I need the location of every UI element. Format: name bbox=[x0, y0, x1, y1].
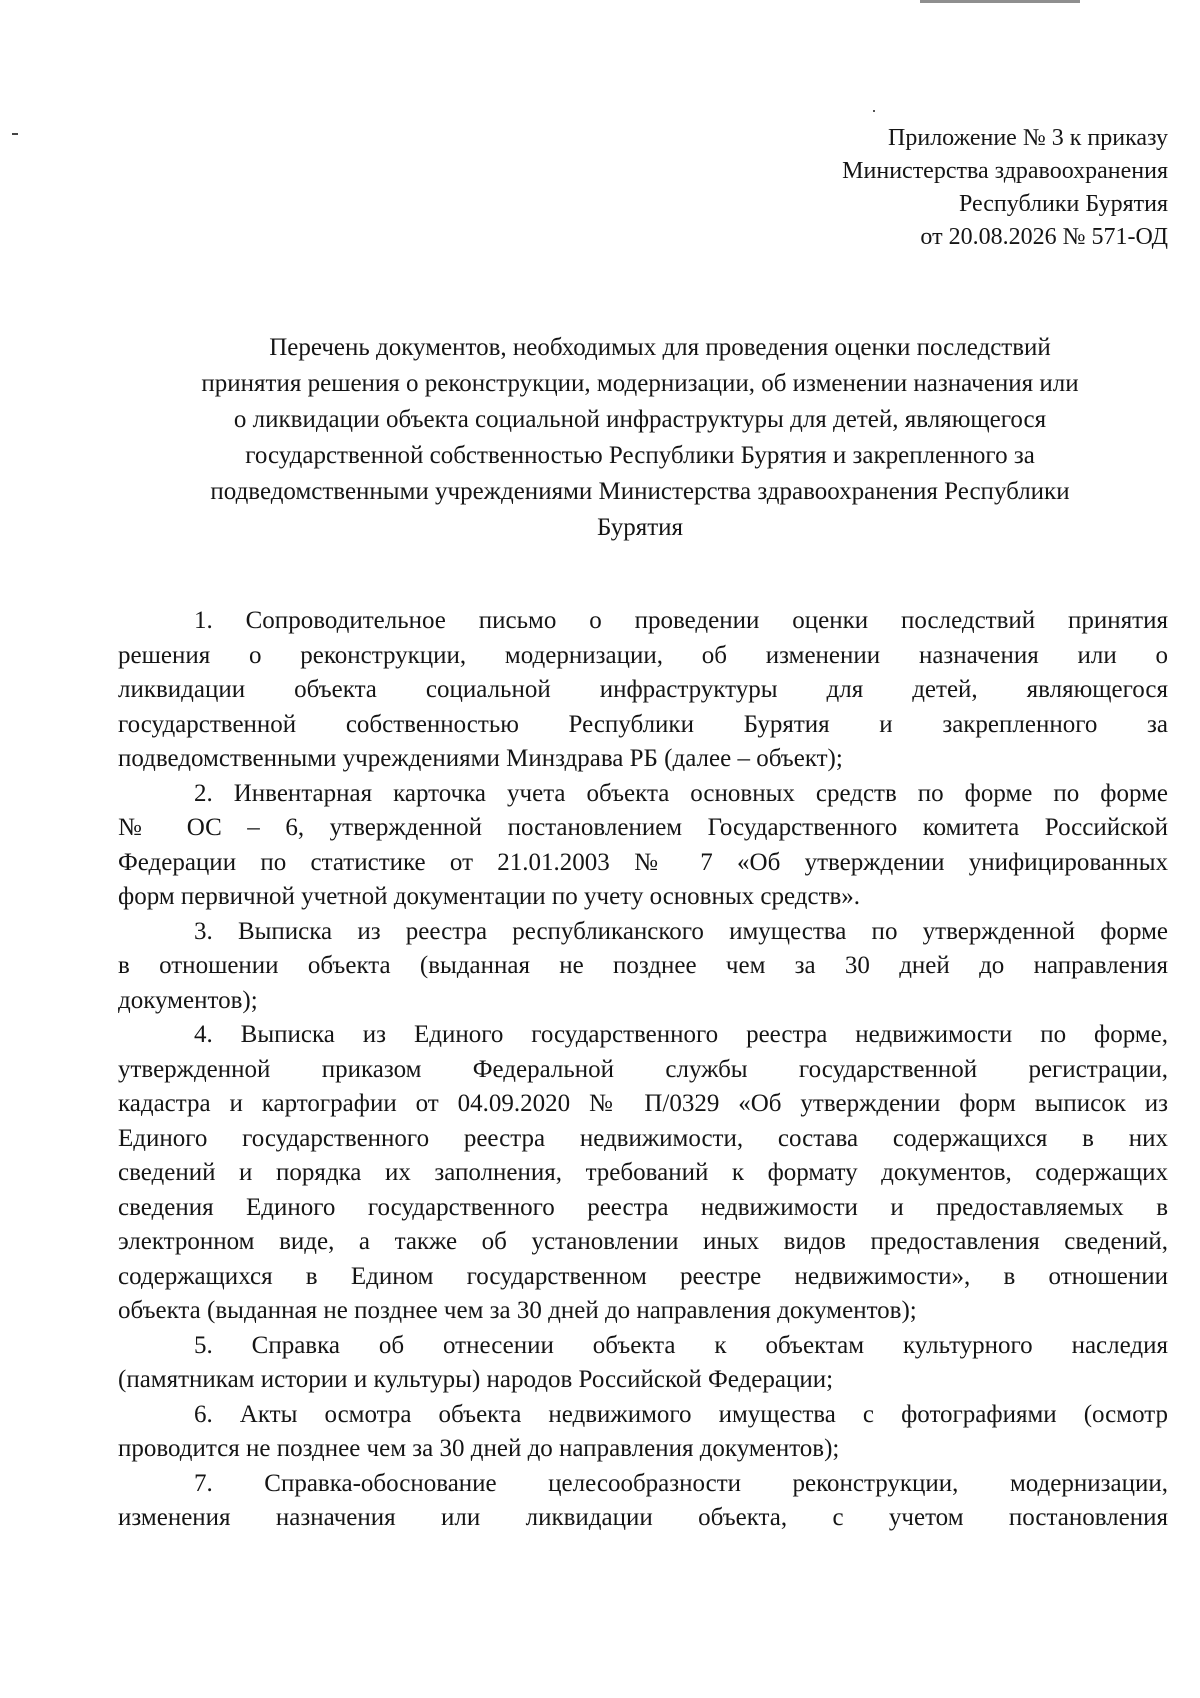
list-item bbox=[118, 1018, 1168, 1329]
item-line: (памятникам истории и культуры) народов Российской Федерации; bbox=[118, 1366, 834, 1393]
list-item bbox=[118, 915, 1168, 1019]
item-line: 7. Справка-обоснование целесообразности реконструкции, модернизации, bbox=[194, 1469, 1168, 1497]
document-body bbox=[118, 604, 1168, 1536]
item-line: содержащихся в Едином государственном реестре недвижимости», в отношении bbox=[118, 1262, 1168, 1290]
item-line: в отношении объекта (выданная не позднее чем за 30 дней до направления bbox=[118, 952, 1168, 979]
appendix-line: от 20.08.2026 № 571-ОД bbox=[920, 224, 1168, 250]
appendix-line: Министерства здравоохранения bbox=[842, 158, 1168, 184]
list-item bbox=[118, 1467, 1168, 1536]
scan-artifact bbox=[873, 110, 875, 112]
item-line: 6. Акты осмотра объекта недвижимого имущества с фотографиями (осмотр bbox=[194, 1400, 1168, 1428]
list-item bbox=[118, 777, 1168, 915]
item-line: Единого государственного реестра недвижимости, состава содержащихся в них bbox=[118, 1124, 1168, 1152]
item-line: № ОС – 6, утвержденной постановлением Государственного комитета Российской bbox=[118, 814, 1168, 841]
item-line: государственной собственностью Республики Бурятия и закрепленного за bbox=[118, 710, 1168, 738]
item-line: изменения назначения или ликвидации объекта, с учетом постановления bbox=[118, 1504, 1168, 1531]
item-line: Федерации по статистике от 21.01.2003 № 7 «Об утверждении унифицированных bbox=[118, 848, 1168, 876]
title-line: подведомственными учреждениями Министерства здравоохранения Республики bbox=[210, 478, 1070, 505]
scan-artifact bbox=[12, 133, 18, 135]
item-line: подведомственными учреждениями Минздрава РБ (далее – объект); bbox=[118, 745, 843, 772]
appendix-line: Республики Бурятия bbox=[959, 191, 1168, 217]
item-line: электронном виде, а также об установлении иных видов предоставления сведений, bbox=[118, 1228, 1168, 1255]
item-line: сведений и порядка их заполнения, требований к формату документов, содержащих bbox=[118, 1159, 1168, 1186]
item-line: ликвидации объекта социальной инфраструктуры для детей, являющегося bbox=[118, 676, 1168, 703]
item-line: утвержденной приказом Федеральной службы государственной регистрации, bbox=[118, 1055, 1168, 1083]
title-line: о ликвидации объекта социальной инфраструктуры для детей, являющегося bbox=[233, 406, 1047, 433]
item-line: 2. Инвентарная карточка учета объекта основных средств по форме по форме bbox=[194, 779, 1168, 807]
item-line: 4. Выписка из Единого государственного реестра недвижимости по форме, bbox=[194, 1021, 1168, 1048]
item-line: проводится не позднее чем за 30 дней до направления документов); bbox=[118, 1435, 840, 1462]
list-item bbox=[118, 1329, 1168, 1398]
appendix-line: Приложение № 3 к приказу bbox=[888, 125, 1168, 151]
item-line: 5. Справка об отнесении объекта к объектам культурного наследия bbox=[194, 1331, 1168, 1359]
document-title bbox=[120, 330, 1160, 546]
item-line: 3. Выписка из реестра республиканского имущества по утвержденной форме bbox=[194, 917, 1168, 945]
appendix-header bbox=[668, 122, 1168, 254]
title-line: Перечень документов, необходимых для проведения оценки последствий bbox=[269, 334, 1051, 361]
title-line: Бурятия bbox=[596, 514, 684, 541]
item-line: форм первичной учетной документации по учету основных средств». bbox=[118, 883, 861, 910]
title-line: принятия решения о реконструкции, модернизации, об изменении назначения или bbox=[201, 370, 1079, 397]
item-line: сведения Единого государственного реестра недвижимости и предоставляемых в bbox=[118, 1193, 1168, 1221]
item-line: кадастра и картографии от 04.09.2020 № П/0329 «Об утверждении форм выписок из bbox=[118, 1090, 1168, 1117]
item-line: 1. Сопроводительное письмо о проведении оценки последствий принятия bbox=[194, 607, 1168, 634]
item-line: объекта (выданная не позднее чем за 30 дней до направления документов); bbox=[118, 1297, 917, 1324]
scan-artifact bbox=[920, 0, 1080, 3]
list-item bbox=[118, 1398, 1168, 1467]
item-line: решения о реконструкции, модернизации, об изменении назначения или о bbox=[118, 641, 1168, 669]
item-line: документов); bbox=[118, 986, 258, 1014]
list-item bbox=[118, 604, 1168, 777]
title-line: государственной собственностью Республики Бурятия и закрепленного за bbox=[245, 442, 1035, 469]
